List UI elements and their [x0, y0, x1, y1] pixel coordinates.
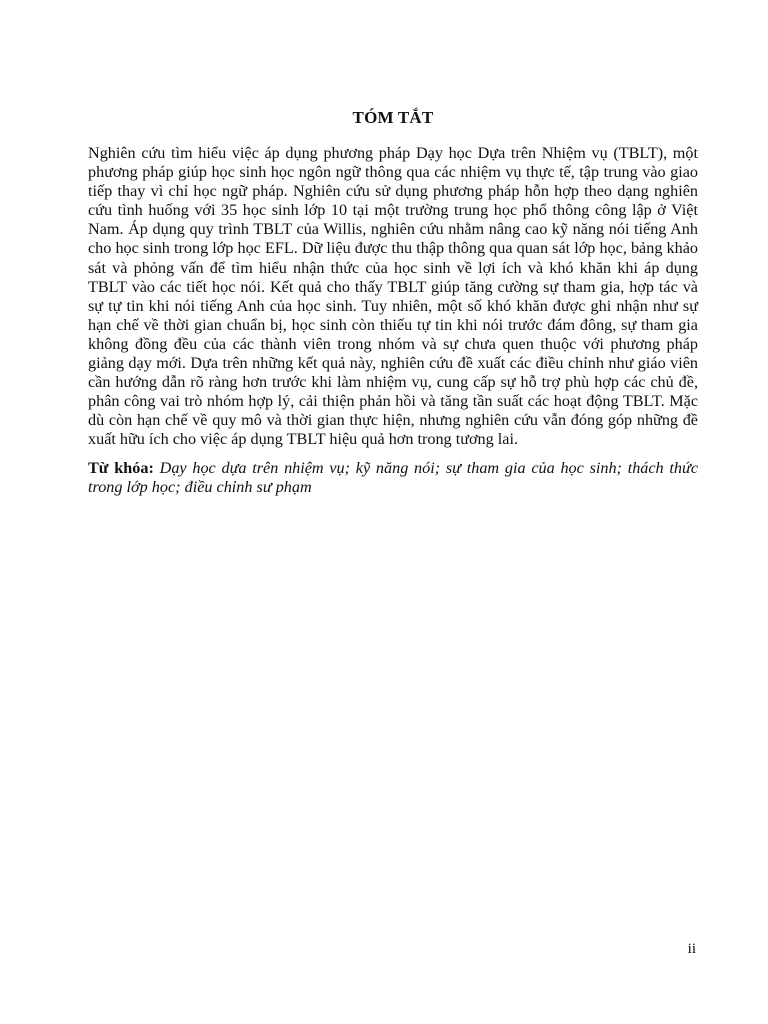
keywords-text: Dạy học dựa trên nhiệm vụ; kỹ năng nói; sự tham gia của học sinh; thách thức trong lớp học; điều chỉnh sư phạm	[88, 458, 699, 496]
keywords-label: Từ khóa:	[88, 458, 154, 477]
page-title: TÓM TẮT	[352, 108, 434, 127]
document-page	[88, 108, 698, 497]
page-number: ii	[687, 941, 696, 957]
keywords-paragraph	[88, 459, 698, 497]
abstract-paragraph: Nghiên cứu tìm hiểu việc áp dụng phương pháp Dạy học Dựa trên Nhiệm vụ (TBLT), một phương pháp giúp học sinh học ngôn ngữ thông qua các nhiệm vụ thực tế, tập trung vào giao tiếp thay vì chỉ học ngữ pháp. Nghiên cứu sử dụng phương pháp hỗn hợp theo dạng nghiên cứu tình huống với 35 học sinh lớp 10 tại một trường trung học phổ thông công lập ở Việt Nam. Áp dụng quy trình TBLT của Willis, nghiên cứu nhằm nâng cao kỹ năng nói tiếng Anh cho học sinh trong lớp học EFL. Dữ liệu được thu thập thông qua quan sát lớp học, bảng khảo sát và phỏng vấn để tìm hiểu nhận thức của học sinh về lợi ích và khó khăn khi áp dụng TBLT vào các tiết học nói. Kết quả cho thấy TBLT giúp tăng cường sự tham gia, hợp tác và sự tự tin khi nói tiếng Anh của học sinh. Tuy nhiên, một số khó khăn được ghi nhận như sự hạn chế về thời gian chuẩn bị, học sinh còn thiếu tự tin khi nói trước đám đông, sự tham gia không đồng đều của các thành viên trong nhóm và sự chưa quen thuộc với phương pháp giảng dạy mới. Dựa trên những kết quả này, nghiên cứu đề xuất các điều chỉnh như giáo viên cần hướng dẫn rõ ràng hơn trước khi làm nhiệm vụ, cung cấp sự hỗ trợ phù hợp các chủ đề, phân công vai trò nhóm hợp lý, cải thiện phản hồi và tăng tần suất các hoạt động TBLT. Mặc dù còn hạn chế về quy mô và thời gian thực hiện, nhưng nghiên cứu vẫn đóng góp những đề xuất hữu ích cho việc áp dụng TBLT hiệu quả hơn trong tương lai.	[88, 144, 698, 449]
